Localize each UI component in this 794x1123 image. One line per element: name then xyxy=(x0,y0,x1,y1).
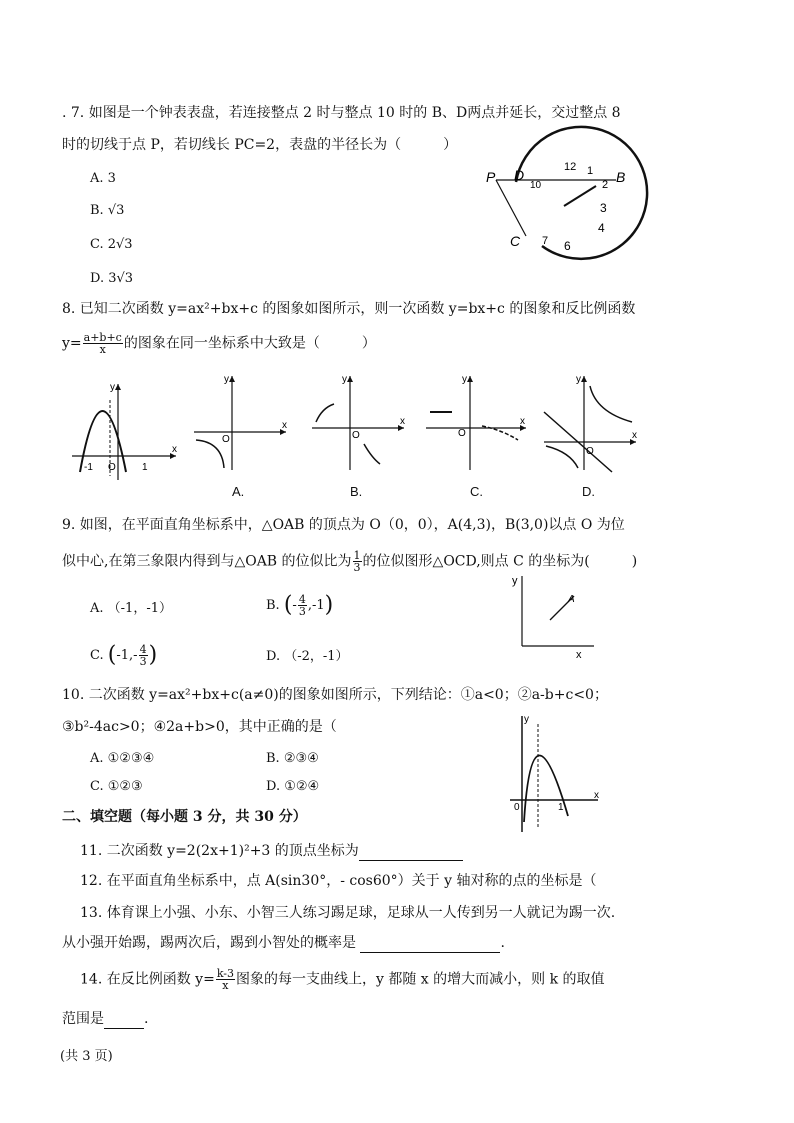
section2-title: 二、填空题（每小题 3 分，共 30 分） xyxy=(62,809,307,825)
numeral-12: 12 xyxy=(564,161,577,173)
svg-text:y: y xyxy=(342,374,347,385)
one-label: 1 xyxy=(142,462,148,473)
q8-frac-den: x xyxy=(99,343,106,356)
q8-graph-b xyxy=(308,372,408,472)
q13-line2: 从小强开始踢，踢两次后，踢到小智处的概率是 . xyxy=(62,935,505,951)
q9-figure xyxy=(500,574,600,664)
q9-option-b: B. (- $\frac{4}{3}$ ,-1) xyxy=(266,592,334,618)
svg-text:y: y xyxy=(576,374,581,385)
svg-text:1: 1 xyxy=(558,802,564,813)
q14-text-rest: 图象的每一支曲线上，y 都随 x 的增大而减小，则 k 的取值 xyxy=(236,971,605,988)
q14-line2: 范围是 . xyxy=(62,1011,149,1027)
q8-graph-d xyxy=(540,372,640,472)
tangent-line-pc xyxy=(496,180,526,236)
svg-text:x: x xyxy=(576,649,582,661)
q8-y-eq: y= xyxy=(62,335,82,352)
numeral-1: 1 xyxy=(587,165,594,177)
q11-answer-blank[interactable] xyxy=(359,842,463,861)
q7-text-1: 如图是一个钟表表盘，若连接整点 2 时与整点 10 时的 B、D两点并延长，交过整点 8 xyxy=(88,105,621,121)
q10-line1: 10. 二次函数 y=ax²+bx+c(a≠0)的图象如图所示，下列结论：①a<0；②a-b+c<0； xyxy=(62,687,608,703)
numeral-2: 2 xyxy=(602,179,609,191)
svg-text:O: O xyxy=(352,430,360,441)
q13-line1: 13. 体育课上小强、小东、小智三人练习踢足球，足球从一人传到另一人就记为踢一次. xyxy=(80,905,616,921)
q7-line1 xyxy=(62,104,621,122)
q10-line2: ③b²-4ac>0；④2a+b>0，其中正确的是（ xyxy=(62,719,337,735)
q8-choice-d: D. xyxy=(582,484,595,499)
svg-text:x: x xyxy=(594,790,599,801)
q7-option-b: B. √3 xyxy=(90,203,125,218)
q7-line2: 时的切线于点 P，若切线长 PC=2，表盘的半径长为（ ） xyxy=(62,137,458,153)
numeral-10: 10 xyxy=(530,180,542,191)
q10-option-b: B. ②③④ xyxy=(266,751,319,766)
q9-option-c: C. (-1,- $\frac{4}{3}$ ) xyxy=(90,642,158,668)
page-footer: (共 3 页) xyxy=(60,1049,113,1064)
svg-text:y: y xyxy=(512,575,518,587)
svg-text:y: y xyxy=(524,714,529,725)
q10-option-c: C. ①②③ xyxy=(90,779,143,794)
clock-arc xyxy=(516,127,647,259)
svg-text:0: 0 xyxy=(514,802,520,813)
clock-hand xyxy=(564,186,596,206)
q8-fraction xyxy=(83,332,123,355)
q14-answer-blank[interactable] xyxy=(104,1010,144,1029)
numeral-3: 3 xyxy=(600,201,607,215)
q7-clock-figure xyxy=(484,150,634,260)
svg-text:x: x xyxy=(632,430,637,441)
q7-option-d: D. 3√3 xyxy=(90,271,134,286)
q14-fraction: $\frac{k-3}{x}$ xyxy=(216,967,234,992)
svg-text:A: A xyxy=(568,594,575,605)
q9-text-2b: 的位似图形△OCD,则点 C 的坐标为( ) xyxy=(362,553,638,570)
label-p: P xyxy=(486,169,496,185)
q14-prefix: 14. 在反比例函数 y= xyxy=(80,971,215,988)
q7-option-c: C. 2√3 xyxy=(90,237,133,252)
q11-text: 11. 二次函数 y=2(2x+1)²+3 的顶点坐标为 xyxy=(80,843,359,859)
label-d: D xyxy=(514,167,525,183)
q13-text-2: 从小强开始踢，踢两次后，踢到小智处的概率是 xyxy=(62,935,356,951)
svg-text:x: x xyxy=(282,420,287,431)
svg-text:x: x xyxy=(520,416,525,427)
label-b: B xyxy=(616,169,626,185)
q12-line: 12. 在平面直角坐标系中，点 A(sin30°，- cos60°）关于 y 轴对称的点的坐标是（ xyxy=(80,873,597,889)
q14-line1 xyxy=(80,968,605,991)
numeral-4: 4 xyxy=(598,221,605,235)
q9-option-d: D. （-2，-1） xyxy=(266,649,349,664)
q7-option-a: A. 3 xyxy=(90,171,116,186)
q8-frac-num: a+b+c xyxy=(83,331,122,344)
q9-fraction: $\frac{1}{3}$ xyxy=(353,549,361,574)
svg-text:O: O xyxy=(222,434,230,445)
q13-answer-blank[interactable] xyxy=(360,934,500,953)
q8-given-graph xyxy=(72,380,182,480)
svg-text:x: x xyxy=(400,416,405,427)
q10-figure xyxy=(508,712,604,836)
svg-text:y: y xyxy=(224,374,229,385)
q11-line xyxy=(80,842,463,861)
q9-text-2a: 似中心,在第三象限内得到与△OAB 的位似比为 xyxy=(62,553,352,570)
q9-option-a: A. （-1，-1） xyxy=(90,601,172,616)
q8-graph-c xyxy=(422,372,532,472)
q9-line2 xyxy=(62,550,637,573)
q8-line2 xyxy=(62,332,376,355)
x-label: x xyxy=(172,444,177,455)
label-c: C xyxy=(510,233,521,249)
neg1-label: -1 xyxy=(84,462,93,473)
svg-text:O: O xyxy=(458,428,466,439)
q8-text-2: 的图象在同一坐标系中大致是（ ） xyxy=(123,335,376,352)
y-label: y xyxy=(110,382,115,393)
q8-choice-a: A. xyxy=(232,484,245,499)
numeral-6: 6 xyxy=(564,239,571,253)
numeral-7: 7 xyxy=(542,235,549,247)
q7-number: . 7. xyxy=(62,105,85,121)
q9-line1: 9. 如图，在平面直角坐标系中，△OAB 的顶点为 O（0，0），A(4,3)，B(3,0)以点 O 为位 xyxy=(62,517,625,533)
q8-choice-b: B. xyxy=(350,484,363,499)
q8-choice-c: C. xyxy=(470,484,483,499)
q10-option-d: D. ①②④ xyxy=(266,779,320,794)
svg-text:O: O xyxy=(586,446,594,457)
svg-text:y: y xyxy=(462,374,467,385)
q8-graph-a xyxy=(190,372,290,472)
q8-line1: 8. 已知二次函数 y=ax²+bx+c 的图象如图所示，则一次函数 y=bx+c 的图象和反比例函数 xyxy=(62,301,636,317)
q10-option-a: A. ①②③④ xyxy=(90,751,155,766)
origin-label: O xyxy=(108,462,116,473)
